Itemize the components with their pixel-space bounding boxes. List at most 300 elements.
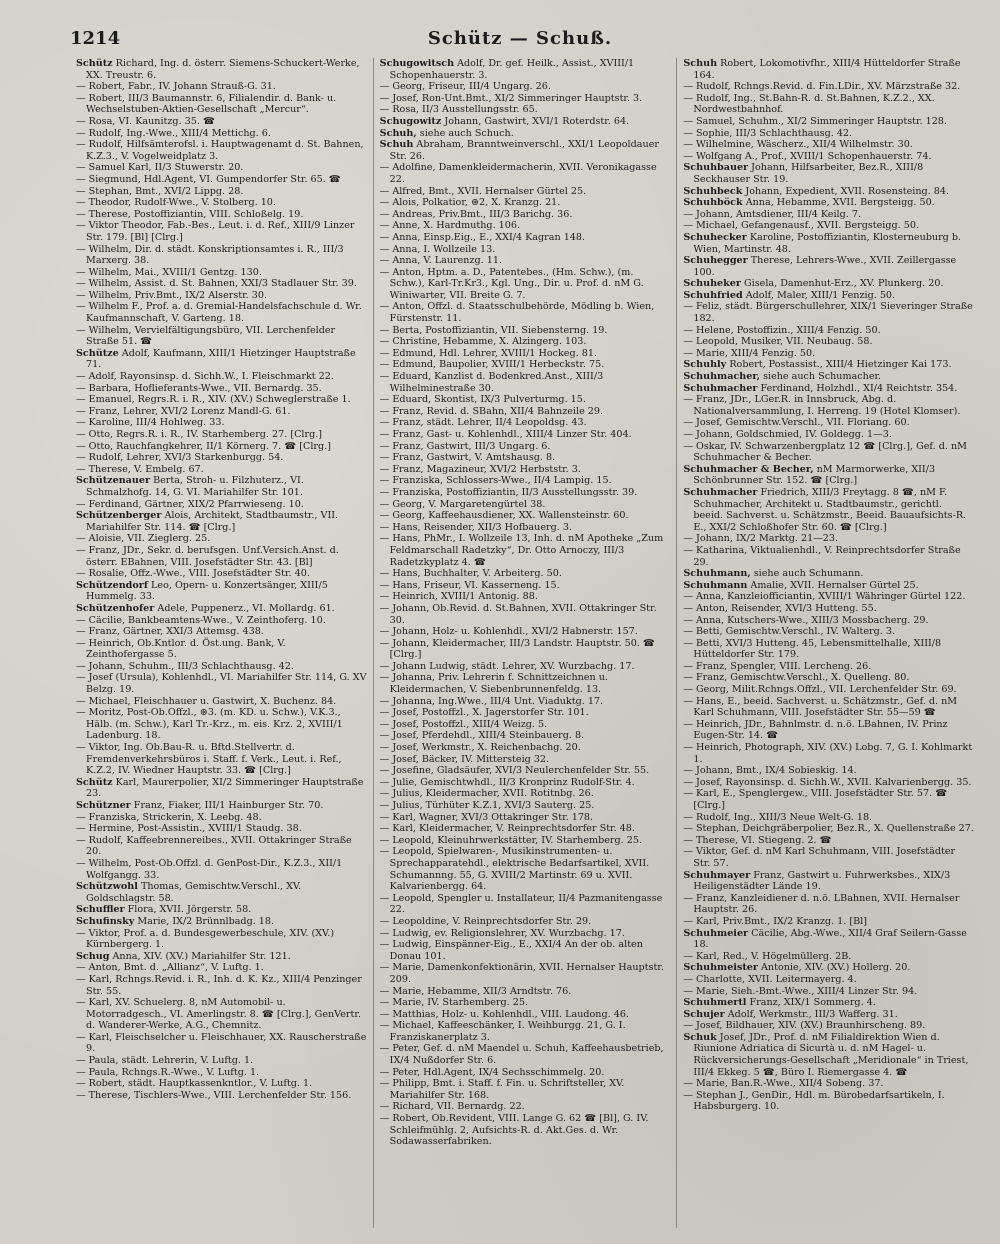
entry-text: Ferdinand, Holzhdl., XI/4 Reichtstr. 354.	[757, 382, 958, 394]
entry-text: Alois, Architekt, Stadtbaumstr., VII. Mariahilfer Str. 114. ☎ [Clrg.]	[86, 510, 339, 533]
directory-entry	[380, 429, 671, 441]
entry-text: — Marie, Ban.R.-Wwe., XII/4 Sobeng. 37.	[683, 1078, 884, 1090]
entry-text: — Richard, VII. Bernardg. 22.	[379, 1101, 525, 1113]
directory-entry	[683, 545, 974, 568]
directory-entry	[380, 93, 671, 105]
directory-entry	[380, 58, 671, 81]
directory-entry	[76, 974, 367, 997]
entry-text: — Viktor Theodor, Fab.-Bes., Leut. i. d. Ref., XIII/9 Linzer Str. 179. [Bl] [Clrg.]	[76, 220, 355, 243]
directory-entry	[683, 290, 974, 302]
entry-text: Josef, JDr., Prof. d. nM Filialdirektion Wien d. Riunione Adriatica di Sicurtà u. d. nM Hagel- u. Rückversicherungs-Gesellschaft „Meridionale“ in Triest, III/4 Ekkeg. 5 ☎, Büro I. Riemergasse 4. ☎	[693, 1031, 969, 1078]
entry-text: Cäcilie, Abg.-Wwe., XII/4 Graf Seilern-Gasse 18.	[693, 927, 967, 951]
directory-entry	[76, 615, 367, 627]
entry-surname: Schuheker	[683, 278, 741, 290]
entry-text: — Franz, Revid. d. SBahn, XII/4 Bahnzeile 29.	[379, 405, 604, 417]
entry-surname: Schuhegger	[683, 255, 748, 267]
entry-text: — Anna, I. Wollzeile 13.	[379, 243, 496, 255]
entry-text: — Franz, Spengler, VIII. Lercheng. 26.	[683, 660, 872, 672]
directory-entry	[683, 626, 974, 638]
directory-entry	[683, 1009, 974, 1021]
entry-text: Antonie, XIV. (XV.) Hollerg. 20.	[757, 962, 911, 974]
entry-surname: Schuh,	[379, 127, 417, 139]
entry-text: — Betti, Gemischtw.Verschl., IV. Walterg. 3.	[683, 626, 896, 638]
directory-entry	[76, 441, 367, 453]
directory-entry	[76, 510, 367, 533]
directory-entry	[380, 1020, 671, 1043]
directory-entry	[76, 672, 367, 695]
entry-text: — Betti, XVI/3 Hutteng. 45, Lebensmittelhalle, XIII/8 Hütteldorfer Str. 179.	[683, 637, 942, 661]
directory-entry	[76, 139, 367, 162]
entry-text: — Wilhelm, Dir. d. städt. Konskriptionsamtes i. R., III/3 Marxerg. 38.	[76, 243, 344, 267]
entry-text: — Hans, PhMr., I. Wollzeile 13, Inh. d. nM Apotheke „Zum Feldmarschall Radetzky“, Dr. Otto Arnoczy, III/3 Radetzkyplatz 4. ☎	[379, 533, 664, 568]
entry-text: — Therese, VI. Stiegeng. 2. ☎	[683, 834, 832, 846]
entry-surname: Schuhmann,	[683, 568, 751, 580]
entry-text: — Paula, städt. Lehrerin, V. Luftg. 1.	[76, 1055, 254, 1067]
entry-text: — Ludwig, Einspänner-Eig., E., XXI/4 An der ob. alten Donau 101.	[379, 939, 643, 962]
directory-entry	[380, 209, 671, 221]
directory-entry	[683, 672, 974, 684]
directory-entry	[76, 394, 367, 406]
entry-text: — Josef, Gemischtw.Verschl., VII. Floriang. 60.	[683, 417, 910, 429]
directory-entry	[683, 441, 974, 464]
directory-entry	[76, 278, 367, 290]
directory-entry	[380, 730, 671, 742]
directory-entry	[380, 128, 671, 140]
entry-text: — Josef, Bäcker, IV. Mittersteig 32.	[379, 753, 550, 765]
directory-entry	[76, 93, 367, 116]
entry-text: — Josef (Ursula), Kohlenhdl., VI. Mariahilfer Str. 114, G. XV Belzg. 19.	[76, 672, 367, 696]
directory-entry	[683, 116, 974, 128]
entry-text: — Ludwig, ev. Religionslehrer, XV. Wurzbachg. 17.	[379, 927, 625, 939]
directory-entry	[76, 881, 367, 904]
directory-entry	[76, 1032, 367, 1055]
entry-text: — Johann, Holz- u. Kohlenhdl., XVI/2 Habnerstr. 157.	[379, 626, 638, 638]
directory-entry	[76, 997, 367, 1032]
entry-text: — Rudolf, Lehrer, XVI/3 Starkenburgg. 54.	[76, 452, 284, 464]
entry-text: — Karl, Fleischselcher u. Fleischhauer, XX. Rauscherstraße 9.	[76, 1031, 367, 1055]
entry-text: — Josefine, Gladsäufer, XVI/3 Neulerchenfelder Str. 55.	[379, 765, 650, 777]
directory-entry	[76, 81, 367, 93]
entry-surname: Schuhmacher & Becher,	[683, 463, 814, 475]
directory-entry	[380, 1067, 671, 1079]
entry-surname: Schuhmacher,	[683, 371, 761, 383]
entry-surname: Schuhbauer	[683, 162, 749, 174]
entry-text: — Franz, Magazineur, XVI/2 Herbststr. 3.	[379, 463, 581, 475]
directory-entry	[683, 835, 974, 847]
entry-text: — Johann, Kleidermacher, III/3 Landstr. Hauptstr. 50. ☎ [Clrg.]	[379, 637, 655, 661]
entry-text: — Rudolf, Ing.-Wwe., XIII/4 Mettichg. 6.	[76, 127, 271, 139]
entry-text: — Matthias, Holz- u. Kohlenhdl., VIII. Laudong. 46.	[379, 1008, 629, 1020]
entry-text: — Wilhelm, Priv.Bmt., IX/2 Alserstr. 30.	[76, 289, 268, 301]
entry-text: Adolf, Dr. gef. Heilk., Assist., XVIII/1 Schopenhauerstr. 3.	[389, 58, 635, 81]
directory-entry	[380, 186, 671, 198]
entry-text: — Wilhelm, Vervielfältigungsbüro, VII. Lerchenfelder Straße 51. ☎	[76, 324, 336, 348]
entry-text: Thomas, Gemischtw.Verschl., XV. Goldschlagstr. 58.	[86, 881, 302, 904]
directory-entry	[380, 452, 671, 464]
directory-entry	[380, 336, 671, 348]
directory-entry	[683, 371, 974, 383]
directory-entry	[683, 197, 974, 209]
entry-surname: Schuhbeck	[683, 185, 743, 197]
entry-text: — Barbara, Hoflieferants-Wwe., VII. Bernardg. 35.	[76, 382, 322, 394]
entry-text: — Rudolf, Ing., XIII/3 Neue Welt-G. 18.	[683, 811, 873, 823]
directory-entry	[683, 696, 974, 719]
entry-text: Karoline, Postoffiziantin, Klosterneuburg b. Wien, Martinstr. 48.	[693, 231, 962, 255]
directory-entry	[683, 777, 974, 789]
entry-text: — Leopold, Musiker, VII. Neubaug. 58.	[683, 336, 873, 348]
directory-entry	[76, 371, 367, 383]
directory-entry	[380, 893, 671, 916]
entry-text: — Johann Ludwig, städt. Lehrer, XV. Wurzbachg. 17.	[379, 660, 635, 672]
directory-entry	[380, 812, 671, 824]
directory-entry	[76, 429, 367, 441]
entry-text: — Karl, XV. Schuelerg. 8, nM Automobil- u. Motorradgesch., VI. Amerlingstr. 8. ☎ [Clrg.], GenVertr. d. Wanderer-Werke, A.G., Chemnitz.	[76, 997, 361, 1032]
entry-text: — Josef, Postoffzl., X. Jagerstorfer Str. 101.	[379, 707, 589, 719]
entry-surname: Schugowitz	[379, 115, 442, 127]
entry-text: — Franz, Gastwirt, V. Amtshausg. 8.	[379, 452, 556, 464]
entry-text: — Michael, Kaffeeschänker, I. Weihburgg. 21, G. I. Franziskanerplatz 3.	[379, 1020, 626, 1043]
entry-text: — Therese, Postoffiziantin, VIII. Schloßelg. 19.	[76, 208, 304, 220]
entry-text: — Emanuel, Regrs.R. i. R., XIV. (XV.) Schweglerstraße 1.	[76, 394, 351, 406]
entry-surname: Schuhecker	[683, 231, 747, 243]
directory-entry	[380, 742, 671, 754]
directory-entry	[683, 220, 974, 232]
entry-text: siehe auch Schuch.	[416, 127, 514, 139]
directory-entry	[380, 928, 671, 940]
directory-entry	[380, 580, 671, 592]
entry-text: — Karl, Kleidermacher, V. Reinprechtsdorfer Str. 48.	[379, 823, 635, 835]
directory-entry	[380, 800, 671, 812]
directory-column-2	[373, 58, 677, 1228]
entry-text: — Heinrich, Photograph, XIV. (XV.) Lobg. 7, G. I. Kohlmarkt 1.	[683, 742, 973, 765]
entry-text: — Feliz, städt. Bürgerschullehrer, XIX/1 Sieveringer Straße 182.	[683, 301, 973, 325]
directory-entry	[76, 800, 367, 812]
entry-text: — Otto, Rauchfangkehrer, II/1 Körnerg. 7. ☎ [Clrg.]	[76, 440, 331, 452]
directory-entry	[380, 464, 671, 476]
entry-text: — Rudolf, Ing., St.Bahn-R. d. St.Bahnen, K.Z.2., XX. Nordwestbahnhof.	[683, 92, 935, 116]
directory-entry	[380, 139, 671, 162]
directory-entry	[683, 1078, 974, 1090]
entry-surname: Schuhböck	[683, 197, 743, 209]
entry-text: — Karl, E., Spenglergew., VIII. Josefstädter Str. 57. ☎ [Clrg.]	[683, 788, 948, 811]
directory-entry	[683, 81, 974, 93]
entry-text: — Peter, Hdl.Agent, IX/4 Sechsschimmelg. 20.	[379, 1066, 605, 1078]
directory-entry	[380, 962, 671, 985]
directory-entry	[76, 823, 367, 835]
directory-entry	[380, 591, 671, 603]
directory-entry	[683, 1020, 974, 1032]
entry-text: — Karl, Wagner, XVI/3 Ottakringer Str. 178.	[379, 811, 594, 823]
entry-text: — Karl, Rchngs.Revid. i. R., Inh. d. K. Kz., XIII/4 Penzinger Str. 55.	[76, 973, 362, 997]
directory-entry	[76, 777, 367, 800]
entry-text: — Franz, JDr., LGer.R. in Innsbruck, Abg. d. Nationalversammlung, I. Herreng. 19 (Hotel Klomser).	[683, 394, 961, 417]
entry-text: — Christine, Hebamme, X. Alzingerg. 103.	[379, 336, 587, 348]
directory-entry	[380, 116, 671, 128]
directory-entry	[76, 533, 367, 545]
entry-text: Leo, Opern- u. Konzertsänger, XIII/5 Hummelg. 33.	[86, 579, 328, 603]
entry-text: — Anton, Bmt. d. „Allianz“, V. Luftg. 1.	[76, 962, 264, 974]
directory-entry	[380, 1043, 671, 1066]
directory-entry	[380, 986, 671, 998]
directory-entry	[76, 348, 367, 371]
entry-text: — Josef, Rayonsinsp. d. Sichh.W., XVII. Kalvarienbergg. 35.	[683, 776, 972, 788]
entry-text: — Wilhelm, Assist. d. St. Bahnen, XXI/3 Stadlauer Str. 39.	[76, 278, 357, 290]
entry-text: — Viktor, Gef. d. nM Karl Schuhmann, VIII. Josefstädter Str. 57.	[683, 846, 956, 869]
entry-text: — Franziska, Strickerin, X. Leebg. 48.	[76, 811, 262, 823]
entry-text: — Leopold, Spengler u. Installateur, II/4 Pazmanitengasse 22.	[379, 892, 663, 916]
entry-surname: Schütz	[76, 58, 113, 69]
directory-entry	[380, 672, 671, 695]
directory-entry	[683, 684, 974, 696]
entry-text: — Anna, Kutschers-Wwe., XIII/3 Mossbacherg. 29.	[683, 614, 929, 626]
entry-text: Richard, Ing. d. österr. Siemens-Schuckert-Werke, XX. Treustr. 6.	[86, 58, 360, 81]
directory-entry	[683, 359, 974, 371]
entry-text: — Rosalie, Offz.-Wwe., VIII. Josefstädter Str. 40.	[76, 568, 310, 580]
entry-text: Robert, Lokomotivfhr., XIII/4 Hütteldorfer Straße 164.	[693, 58, 961, 81]
directory-entry	[380, 696, 671, 708]
entry-text: — Adolfine, Damenkleidermacherin, XVII. Veronikagasse 22.	[379, 162, 657, 185]
directory-entry	[683, 487, 974, 533]
directory-entry	[683, 151, 974, 163]
directory-entry	[683, 383, 974, 395]
entry-text: — Michael, Gefangenausf., XVII. Bergsteigg. 50.	[683, 220, 920, 232]
entry-text: — Johann, Goldschmied, IV. Goldegg. 1—3.	[683, 429, 892, 440]
entry-text: — Heinrich, Ob.Kntlor. d. Öst.ung. Bank, V. Zeinthofergasse 5.	[76, 637, 286, 661]
directory-entry	[76, 499, 367, 511]
directory-entry	[76, 290, 367, 302]
entry-text: — Oskar, IV. Schwarzenbergplatz 12 ☎ [Clrg.], Gef. d. nM Schuhmacher & Becher.	[683, 440, 967, 464]
directory-entry	[380, 417, 671, 429]
entry-surname: Schützendorf	[76, 579, 148, 591]
entry-surname: Schufinsky	[76, 915, 135, 927]
entry-text: — Alfred, Bmt., XVII. Hernalser Gürtel 25.	[379, 185, 587, 197]
entry-text: — Edmund, Hdl. Lehrer, XVIII/1 Hockeg. 81.	[379, 347, 597, 359]
entry-text: Adolf, Werkmstr., III/3 Wafferg. 31.	[724, 1008, 898, 1020]
directory-entry	[683, 951, 974, 963]
entry-surname: Schuhly	[683, 359, 727, 371]
entry-text: — Wolfgang A., Prof., XVIII/1 Schopenhauerstr. 74.	[683, 150, 932, 162]
entry-text: — Viktor, Prof. a. d. Bundesgewerbeschule, XIV. (XV.) Kürnbergerg. 1.	[76, 927, 335, 951]
entry-surname: Schützenauer	[76, 475, 151, 487]
directory-entry	[683, 823, 974, 835]
entry-text: — Julius, Türhüter K.Z.1, XVI/3 Sauterg. 25.	[379, 800, 595, 811]
directory-entry	[76, 116, 367, 128]
directory-entry	[683, 765, 974, 777]
entry-text: — Franz, Gastwirt, III/3 Ungarg. 6.	[379, 440, 551, 452]
entry-text: Anna, XIV. (XV.) Mariahilfer Str. 121.	[109, 950, 291, 962]
directory-entry	[380, 394, 671, 406]
entry-surname: Schuk	[683, 1031, 717, 1043]
directory-entry	[380, 522, 671, 534]
entry-text: — Julie, Gemischtwhdl., II/3 Kronprinz Rudolf-Str. 4.	[379, 776, 635, 788]
entry-text: — Franz, städt. Lehrer, II/4 Leopoldsg. 43.	[379, 417, 587, 429]
entry-surname: Schuhmayer	[683, 869, 751, 881]
entry-text: Johann, Gastwirt, XVI/1 Roterdstr. 64.	[441, 115, 630, 127]
directory-entry	[683, 974, 974, 986]
entry-text: — Karoline, III/4 Hohlweg. 33.	[76, 417, 225, 429]
directory-entry	[380, 475, 671, 487]
entry-text: — Rosa, VI. Kaunitzg. 35. ☎	[76, 115, 215, 127]
directory-entry	[380, 1101, 671, 1113]
entry-text: — Eduard, Skontist, IX/3 Pulverturmg. 15.	[379, 394, 586, 406]
directory-entry	[380, 255, 671, 267]
page-header	[70, 28, 970, 58]
entry-text: — Marie, Sieh.-Bmt.-Wwe., XIII/4 Linzer Str. 94.	[683, 985, 918, 997]
directory-entry	[380, 325, 671, 337]
entry-text: Adele, Puppenerz., VI. Mollardg. 61.	[154, 602, 335, 614]
directory-entry	[76, 162, 367, 174]
entry-text: — Heinrich, XVIII/1 Antonig. 88.	[379, 591, 538, 603]
entry-text: — Josef, Bildhauer, XIV. (XV.) Braunhirscheng. 89.	[683, 1020, 926, 1032]
entry-text: — Johann, Schuhm., III/3 Schlachthausg. 42.	[76, 660, 294, 672]
entry-text: Adolf, Maler, XIII/1 Fenzig. 50.	[742, 289, 896, 301]
directory-entry	[380, 638, 671, 661]
entry-text: — Franziska, Postoffiziantin, II/3 Ausstellungsstr. 39.	[379, 486, 638, 498]
entry-text: — Stephan, Bmt., XVI/2 Lippg. 28.	[76, 185, 244, 197]
directory-entry	[76, 406, 367, 418]
entry-text: — Katharina, Viktualienhdl., V. Reinprechtsdorfer Straße 29.	[683, 544, 961, 568]
entry-surname: Schugowitsch	[379, 58, 455, 69]
directory-entry	[76, 742, 367, 777]
directory-entry	[683, 591, 974, 603]
entry-text: Marie, IX/2 Brünnlbadg. 18.	[134, 915, 275, 927]
directory-entry	[76, 661, 367, 673]
entry-text: Gisela, Damenhut-Erz., XV. Plunkerg. 20.	[740, 278, 944, 290]
directory-entry	[76, 904, 367, 916]
directory-entry	[683, 93, 974, 116]
directory-column-1	[70, 58, 373, 1228]
entry-text: Karl, Maurerpolier, XI/2 Simmeringer Hauptstraße 23.	[86, 776, 364, 800]
entry-text: — Anna, Kanzleiofficiantin, XVIII/1 Währinger Gürtel 122.	[683, 591, 966, 603]
directory-entry	[380, 104, 671, 116]
entry-text: — Stephan J., GenDir., Hdl. m. Bürobedarfsartikeln, I. Habsburgerg. 10.	[683, 1089, 945, 1113]
directory-entry	[380, 267, 671, 302]
directory-columns	[70, 58, 980, 1228]
directory-entry	[683, 1090, 974, 1113]
entry-surname: Schuhmann	[683, 579, 748, 591]
directory-entry	[76, 417, 367, 429]
directory-entry	[380, 244, 671, 256]
entry-text: — Viktor, Ing. Ob.Bau-R. u. Bftd.Stellvertr. d. Fremdenverkehrsbüros i. Staff. f. Verk., Leut. i. Ref., K.Z.2, IV. Wiedner Hauptstr. 33. ☎ [Clrg.]	[76, 742, 342, 777]
entry-text: — Hermine, Post-Assistin., XVIII/1 Staudg. 38.	[76, 823, 302, 835]
directory-entry	[76, 951, 367, 963]
entry-text: Franz, Gastwirt u. Fuhrwerksbes., XIX/3 Heiligenstädter Lände 19.	[693, 869, 951, 893]
entry-text: Johann, Expedient, XVII. Rosensteing. 84.	[742, 185, 950, 197]
entry-text: — Anton, Hptm. a. D., Patentebes., (Hm. Schw.), (m. Schw.), Karl-Tr.Kr3., Kgl. Ung., Dir. u. Prof. d. nM G. Winiwarter, VII. Breite G. 7.	[379, 266, 644, 301]
directory-entry	[380, 939, 671, 962]
directory-entry	[380, 754, 671, 766]
entry-text: — Samuel Karl, II/3 Stuwerstr. 20.	[76, 162, 244, 174]
entry-text: — Eduard, Kanzlist d. Bodenkred.Anst., XIII/3 Wilhelminestraße 30.	[379, 371, 604, 394]
directory-entry	[76, 626, 367, 638]
directory-entry	[683, 394, 974, 417]
directory-entry	[380, 707, 671, 719]
directory-entry	[380, 499, 671, 511]
entry-text: — Franz, JDr., Sekr. d. berufsgen. Unf.Versich.Anst. d. österr. EBahnen, VIII. Josefstädter Str. 43. [Bl]	[76, 544, 339, 568]
directory-entry	[76, 475, 367, 498]
directory-entry	[76, 325, 367, 348]
entry-text: — Georg, Friseur, III/4 Ungarg. 26.	[379, 81, 551, 93]
directory-entry	[76, 696, 367, 708]
entry-surname: Schützenhofer	[76, 602, 155, 614]
directory-entry	[380, 777, 671, 789]
entry-text: — Franz, Gast- u. Kohlenhdl., XIII/4 Linzer Str. 404.	[379, 429, 632, 440]
entry-text: — Rudolf, Kaffeebrennereibes., XVII. Ottakringer Straße 20.	[76, 834, 352, 858]
entry-text: — Sophie, III/3 Schlachthausg. 42.	[683, 127, 853, 139]
entry-text: — Cäcilie, Bankbeamtens-Wwe., V. Zeinthoferg. 10.	[76, 614, 326, 626]
running-head: Schütz — Schuß.	[427, 28, 613, 49]
directory-entry	[683, 870, 974, 893]
entry-text: — Samuel, Schuhm., XI/2 Simmeringer Hauptstr. 128.	[683, 115, 947, 127]
directory-entry	[76, 464, 367, 476]
entry-text: Franz, Fiaker, III/1 Hainburger Str. 70.	[130, 800, 324, 811]
directory-entry	[380, 197, 671, 209]
entry-text: — Michael, Fleischhauer u. Gastwirt, X. Buchenz. 84.	[76, 695, 337, 707]
entry-text: — Josef, Ron-Unt.Bmt., XI/2 Simmeringer Hauptstr. 3.	[379, 92, 643, 104]
directory-entry	[380, 997, 671, 1009]
entry-surname: Schuhmacher	[683, 486, 758, 498]
entry-text: — Rudolf, Hilfsämterofsl. i. Hauptwagenamt d. St. Bahnen, K.Z.3., V. Vogelweidplatz 3.	[76, 139, 364, 162]
entry-text: — Johanna, Priv. Lehrerin f. Schnittzeichnen u. Kleidermachen, V. Siebenbrunnenfeldg. 13.	[379, 672, 608, 696]
entry-text: Flora, XVII. Jörgerstr. 58.	[124, 904, 252, 916]
directory-entry	[76, 209, 367, 221]
entry-text: — Georg, Kaffeehausdiener, XX. Wallensteinstr. 60.	[379, 510, 629, 522]
directory-column-3	[676, 58, 980, 1228]
entry-text: — Hans, Friseur, VI. Kasserneng. 15.	[379, 579, 560, 591]
entry-text: — Georg, Milit.Rchngs.Offzl., VII. Lerchenfelder Str. 69.	[683, 684, 957, 696]
directory-entry	[380, 846, 671, 892]
entry-text: — Josef, Werkmstr., X. Reichenbachg. 20.	[379, 742, 581, 754]
directory-entry	[683, 719, 974, 742]
entry-text: — Helene, Postoffizin., XIII/4 Fenzig. 50.	[683, 324, 881, 336]
entry-surname: Schütze	[76, 347, 119, 359]
directory-entry	[683, 209, 974, 221]
directory-entry	[76, 301, 367, 324]
directory-entry	[683, 986, 974, 998]
entry-surname: Schuhmeister	[683, 962, 758, 974]
entry-text: — Karl, Priv.Bmt., IX/2 Kranzg. 1. [Bl]	[683, 915, 867, 927]
entry-text: — Josef, Postoffzl., XIII/4 Weizg. 5.	[379, 718, 548, 730]
entry-surname: Schützenberger	[76, 510, 162, 522]
entry-text: — Philipp, Bmt. i. Staff. f. Fin. u. Schriftsteller, XV. Mariahilfer Str. 168.	[379, 1078, 625, 1101]
directory-entry	[76, 186, 367, 198]
directory-entry	[76, 58, 367, 81]
directory-entry	[380, 603, 671, 626]
directory-entry	[683, 916, 974, 928]
directory-entry	[380, 568, 671, 580]
entry-text: — Karl, Red., V. Högelmüllerg. 2B.	[683, 950, 852, 962]
directory-entry	[380, 301, 671, 324]
directory-entry	[380, 220, 671, 232]
entry-text: — Franz, Gärtner, XXI/3 Attemsg. 438.	[76, 626, 264, 638]
entry-text: Johann, Hilfsarbeiter, Bez.R., XIII/8 Seckhauser Str. 19.	[693, 162, 924, 185]
directory-entry	[683, 893, 974, 916]
entry-surname: Schützwohl	[76, 881, 138, 893]
entry-text: — Hans, E., beeid. Sachverst. u. Schätzmstr., Gef. d. nM Karl Schuhmann, VIII. Josefstädter Str. 55—59 ☎	[683, 695, 958, 719]
directory-entry	[683, 962, 974, 974]
entry-text: — Rosa, II/3 Ausstellungsstr. 65.	[379, 104, 538, 116]
directory-entry	[76, 835, 367, 858]
entry-text: — Johann, Ob.Revid. d. St.Bahnen, XVII. Ottakringer Str. 30.	[379, 602, 657, 626]
entry-text: Anna, Hebamme, XVII. Bergsteigg. 50.	[742, 197, 935, 209]
directory-entry	[683, 58, 974, 81]
entry-text: — Charlotte, XVII. Leitermayerg. 4.	[683, 973, 857, 985]
entry-text: — Marie, Hebamme, XII/3 Arndtstr. 76.	[379, 985, 572, 997]
directory-entry	[380, 1113, 671, 1148]
entry-surname: Schug	[76, 950, 110, 962]
directory-entry	[76, 128, 367, 140]
entry-text: Amalie, XVII. Hernalser Gürtel 25.	[747, 579, 919, 591]
